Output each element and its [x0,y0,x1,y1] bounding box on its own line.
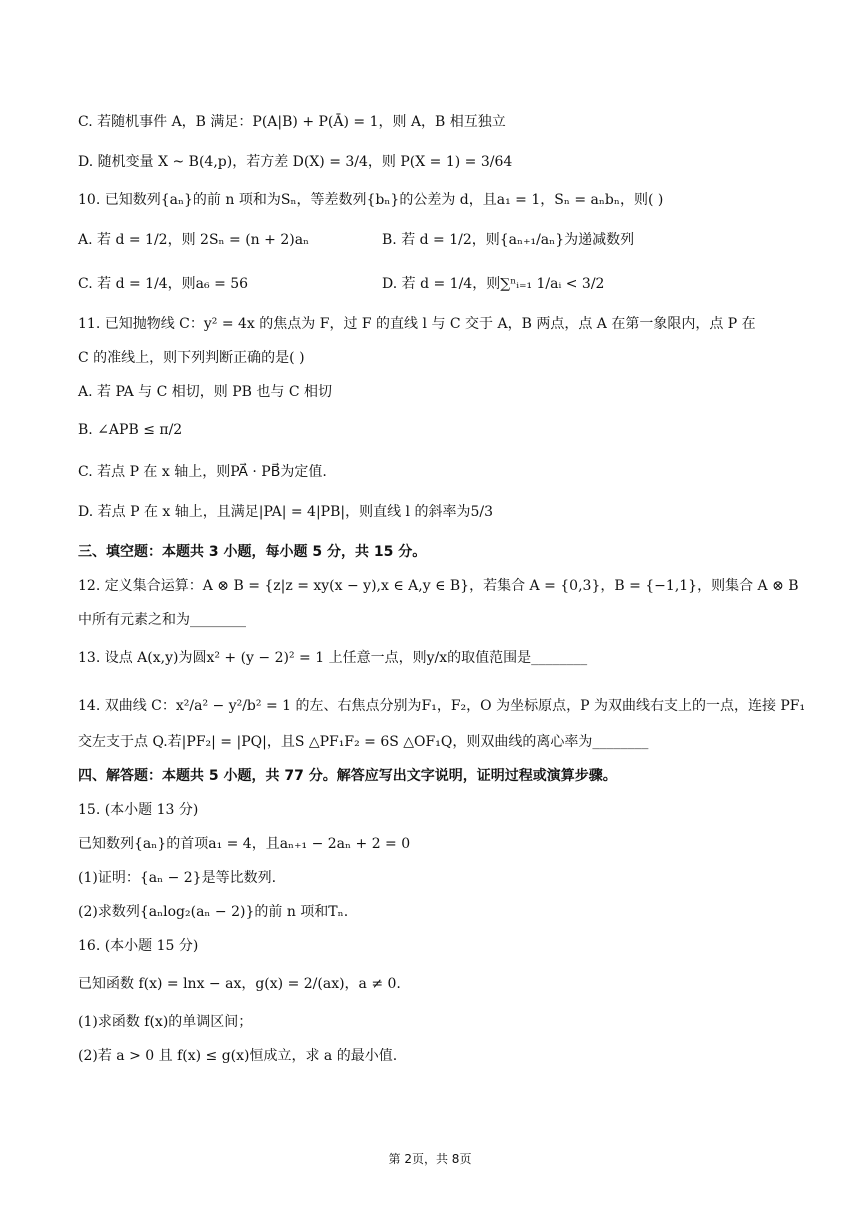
question-12-line2: 中所有元素之和为________ [78,612,246,628]
question-10: 10. 已知数列{aₙ}的前 n 项和为Sₙ，等差数列{bₙ}的公差为 d，且a₁ = 1，Sₙ = aₙbₙ，则( ) [78,192,664,208]
question-13: 13. 设点 A(x,y)为圆x² + (y − 2)² = 1 上任意一点，则y/x的取值范围是________ [78,650,588,666]
option-11a: A. 若 PA 与 C 相切，则 PB 也与 C 相切 [78,384,332,400]
question-15-part1: (1)证明：{aₙ − 2}是等比数列. [78,870,277,886]
question-12-line1: 12. 定义集合运算：A ⊗ B = {z|z = xy(x − y),x ∈ A,y ∈ B}，若集合 A = {0,3}，B = {−1,1}，则集合 A ⊗ B [78,578,799,594]
question-15-title: 15. (本小题 13 分) [78,802,199,818]
question-15-part2: (2)求数列{aₙlog₂(aₙ − 2)}的前 n 项和Tₙ. [78,904,349,920]
question-14-line1: 14. 双曲线 C：x²/a² − y²/b² = 1 的左、右焦点分别为F₁，F₂，O 为坐标原点，P 为双曲线右支上的一点，连接 PF₁ [78,698,806,714]
option-11b: B. ∠APB ≤ π/2 [78,422,183,438]
option-11c: C. 若点 P 在 x 轴上，则PA⃗ · PB⃗为定值. [78,464,327,480]
question-11-line1: 11. 已知抛物线 C：y² = 4x 的焦点为 F，过 F 的直线 l 与 C 交于 A，B 两点，点 A 在第一象限内，点 P 在 [78,316,756,332]
page-footer: 第 2页，共 8页 [388,1152,472,1166]
section-heading-fill-blank: 三、填空题：本题共 3 小题，每小题 5 分，共 15 分。 [78,544,427,560]
question-16-stem: 已知函数 f(x) = lnx − ax，g(x) = 2/(ax)，a ≠ 0. [78,976,401,992]
option-11d: D. 若点 P 在 x 轴上，且满足|PA| = 4|PB|，则直线 l 的斜率为5/3 [78,504,494,520]
question-14-line2: 交左支于点 Q.若|PF₂| = |PQ|，且S △PF₁F₂ = 6S △OF₁Q，则双曲线的离心率为________ [78,734,649,750]
option-10a: A. 若 d = 1/2，则 2Sₙ = (n + 2)aₙ [78,232,310,248]
question-16-title: 16. (本小题 15 分) [78,938,199,954]
question-16-part1: (1)求函数 f(x)的单调区间； [78,1014,253,1030]
option-9d: D. 随机变量 X ~ B(4,p)，若方差 D(X) = 3/4，则 P(X = 1) = 3/64 [78,154,513,170]
option-10c: C. 若 d = 1/4，则a₆ = 56 [78,276,249,292]
section-heading-answers: 四、解答题：本题共 5 小题，共 77 分。解答应写出文字说明，证明过程或演算步骤。 [78,768,617,784]
option-10d: D. 若 d = 1/4，则∑ⁿᵢ₌₁ 1/aᵢ < 3/2 [382,276,605,292]
option-10b: B. 若 d = 1/2，则{aₙ₊₁/aₙ}为递减数列 [382,232,635,248]
question-16-part2: (2)若 a > 0 且 f(x) ≤ g(x)恒成立，求 a 的最小值. [78,1048,398,1064]
question-15-stem: 已知数列{aₙ}的首项a₁ = 4，且aₙ₊₁ − 2aₙ + 2 = 0 [78,836,411,852]
option-9c: C. 若随机事件 A，B 满足：P(A|B) + P(Ā) = 1，则 A，B 相互独立 [78,114,506,130]
question-11-line2: C 的准线上，则下列判断正确的是( ) [78,350,305,366]
